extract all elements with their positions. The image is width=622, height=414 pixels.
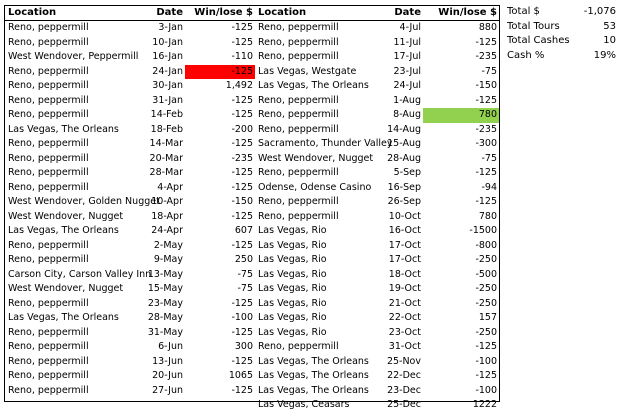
summary-value[interactable]: 53 — [603, 20, 616, 32]
cell-right-date[interactable]: 26-Sep — [387, 196, 421, 207]
table-row — [5, 210, 499, 225]
summary-value[interactable]: 19% — [593, 49, 616, 61]
cell-right-winlose[interactable]: -150 — [475, 80, 497, 91]
cell-right-winlose[interactable]: -250 — [475, 283, 497, 294]
cell-right-winlose[interactable]: -100 — [475, 384, 497, 396]
cell-left-date[interactable]: 27-Jun — [152, 384, 183, 396]
table-row — [5, 253, 499, 268]
cell-right-date[interactable]: 23-Dec — [387, 384, 421, 396]
cell-left-winlose[interactable]: -125 — [231, 297, 253, 309]
cell-right-date[interactable]: 19-Oct — [388, 283, 421, 294]
cell-left-date[interactable]: 28-May — [147, 312, 183, 323]
cell-left-winlose[interactable]: -235 — [231, 152, 253, 164]
cell-right-winlose[interactable]: 1222 — [472, 399, 497, 410]
cell-right-date[interactable]: 16-Oct — [388, 225, 421, 236]
cell-right-location[interactable]: Reno, peppermill — [258, 210, 339, 222]
table-row — [5, 65, 499, 80]
cell-right-winlose[interactable]: -125 — [475, 36, 497, 48]
cell-left-date[interactable]: 28-Mar — [149, 167, 183, 178]
cell-right-date[interactable]: 18-Oct — [388, 268, 421, 280]
cell-left-location[interactable]: Reno, peppermill — [8, 65, 89, 77]
table-row — [5, 398, 499, 413]
cell-left-date[interactable]: 10-Jan — [152, 36, 183, 48]
header-location-2[interactable]: Location — [258, 7, 307, 18]
table-row — [5, 239, 499, 254]
cell-left-location[interactable]: Reno, peppermill — [8, 152, 89, 164]
cell-left-winlose[interactable]: -110 — [231, 51, 253, 62]
cell-right-location[interactable]: Reno, peppermill — [258, 109, 339, 120]
table-row — [5, 181, 499, 196]
table-row — [5, 311, 499, 326]
table-row — [5, 297, 499, 312]
cell-right-location[interactable]: Las Vegas, Ceasars — [258, 399, 350, 410]
cell-right-date[interactable]: 1-Aug — [393, 94, 421, 106]
summary-label: Cash % — [507, 49, 545, 61]
cell-right-winlose[interactable]: -125 — [475, 94, 497, 106]
table-row — [5, 21, 499, 36]
summary-value[interactable]: 10 — [603, 35, 616, 46]
cell-right-winlose[interactable]: -1500 — [469, 225, 497, 236]
table-row — [5, 384, 499, 399]
cell-right-winlose[interactable]: -235 — [475, 51, 497, 62]
cell-left-date[interactable]: 9-May — [153, 254, 183, 265]
header-date[interactable]: Date — [156, 7, 183, 18]
cell-right-date[interactable]: 15-Aug — [387, 138, 421, 149]
cell-left-winlose[interactable]: 250 — [234, 254, 253, 265]
cell-left-location[interactable]: Reno, peppermill — [8, 80, 89, 91]
cell-left-date[interactable]: 18-Feb — [150, 123, 183, 135]
cell-right-winlose[interactable]: 780 — [478, 210, 497, 222]
cell-left-location[interactable]: Reno, peppermill — [8, 370, 89, 381]
cell-left-date[interactable]: 31-Jan — [152, 94, 183, 106]
table-header-row — [5, 6, 499, 21]
cell-right-winlose[interactable]: -75 — [481, 65, 497, 77]
cell-right-winlose[interactable]: 880 — [478, 22, 497, 33]
cell-left-winlose[interactable]: -125 — [231, 181, 253, 193]
cell-right-location[interactable]: Reno, peppermill — [258, 167, 339, 178]
cell-left-date[interactable]: 31-May — [147, 326, 183, 338]
header-winlose-2[interactable]: Win/lose $ — [438, 7, 497, 18]
cell-left-winlose[interactable]: -75 — [237, 268, 253, 280]
cell-left-location[interactable]: Las Vegas, The Orleans — [8, 123, 119, 135]
cell-left-date[interactable]: 13-May — [147, 268, 183, 280]
cell-right-location[interactable]: Las Vegas, Rio — [258, 297, 327, 309]
cell-right-location[interactable]: Sacramento, Thunder Valley — [258, 138, 393, 149]
cell-left-winlose[interactable]: -125 — [231, 138, 253, 149]
cell-right-winlose[interactable]: 157 — [478, 312, 497, 323]
cell-right-winlose[interactable]: -235 — [475, 123, 497, 135]
cell-left-date[interactable]: 20-Mar — [149, 152, 183, 164]
table-row — [5, 340, 499, 355]
cell-right-date[interactable]: 16-Sep — [387, 181, 421, 193]
summary-row — [504, 20, 616, 35]
cell-left-date[interactable]: 24-Apr — [151, 225, 183, 236]
cell-left-winlose[interactable]: -100 — [231, 312, 253, 323]
summary-row — [504, 5, 616, 20]
cell-right-location[interactable]: Reno, peppermill — [258, 94, 339, 106]
cell-left-location[interactable]: Reno, peppermill — [8, 36, 89, 48]
cell-left-location[interactable]: West Wendover, Nugget — [8, 283, 124, 294]
cell-right-date[interactable]: 22-Dec — [387, 370, 421, 381]
cell-left-date[interactable]: 14-Feb — [150, 109, 183, 120]
cell-right-location[interactable]: Las Vegas, Rio — [258, 268, 327, 280]
table-row — [5, 123, 499, 138]
table-row — [5, 94, 499, 109]
cell-left-location[interactable]: Reno, peppermill — [8, 384, 89, 396]
table-row — [5, 268, 499, 283]
cell-left-date[interactable]: 6-Jun — [158, 341, 183, 352]
cell-right-winlose[interactable]: -100 — [475, 355, 497, 367]
cell-right-location[interactable]: Las Vegas, Rio — [258, 312, 327, 323]
cell-right-date[interactable]: 4-Jul — [399, 22, 421, 33]
cell-left-winlose[interactable]: -125 — [231, 355, 253, 367]
cell-right-location[interactable]: Las Vegas, The Orleans — [258, 355, 369, 367]
cell-left-location[interactable]: Las Vegas, The Orleans — [8, 225, 119, 236]
cell-left-date[interactable]: 13-Jun — [152, 355, 183, 367]
table-row — [5, 166, 499, 181]
cell-left-location[interactable]: West Wendover, Peppermill — [8, 51, 139, 62]
cell-right-date[interactable]: 5-Sep — [393, 167, 421, 178]
cell-right-location[interactable]: Las Vegas, Westgate — [258, 65, 357, 77]
cell-left-location[interactable]: Reno, peppermill — [8, 94, 89, 106]
cell-right-date[interactable]: 31-Oct — [388, 341, 421, 352]
cell-right-date[interactable]: 14-Aug — [387, 123, 421, 135]
cell-right-date[interactable]: 25-Nov — [386, 355, 421, 367]
table-row — [5, 36, 499, 51]
cell-right-winlose[interactable]: -250 — [475, 254, 497, 265]
cell-left-winlose[interactable]: -125 — [231, 94, 253, 106]
cell-left-date[interactable]: 23-May — [147, 297, 183, 309]
header-winlose[interactable]: Win/lose $ — [194, 7, 253, 18]
cell-right-date[interactable]: 17-Jul — [393, 51, 421, 62]
cell-right-winlose[interactable]: -75 — [481, 152, 497, 164]
cell-left-location[interactable]: Reno, peppermill — [8, 22, 89, 33]
cell-left-date[interactable]: 20-Jun — [152, 370, 183, 381]
cell-left-location[interactable]: Reno, peppermill — [8, 181, 89, 193]
cell-right-location[interactable]: Reno, peppermill — [258, 196, 339, 207]
cell-right-location[interactable]: Las Vegas, Rio — [258, 326, 327, 338]
table-row — [5, 369, 499, 384]
cell-left-winlose[interactable]: -125 — [231, 384, 253, 396]
table-row — [5, 282, 499, 297]
cell-right-winlose[interactable]: -300 — [475, 138, 497, 149]
cell-left-location[interactable]: West Wendover, Nugget — [8, 210, 124, 222]
cell-right-date[interactable]: 24-Jul — [393, 80, 421, 91]
table-row — [5, 137, 499, 152]
cell-left-location[interactable]: Reno, peppermill — [8, 355, 89, 367]
summary-row — [504, 49, 616, 64]
cell-right-location[interactable]: West Wendover, Nugget — [258, 152, 374, 164]
cell-left-winlose[interactable]: -125 — [231, 167, 253, 178]
cell-right-winlose[interactable]: -94 — [481, 181, 497, 193]
cell-left-date[interactable]: 18-Apr — [151, 210, 183, 222]
cell-left-location[interactable]: Reno, peppermill — [8, 297, 89, 309]
cell-right-location[interactable]: Reno, peppermill — [258, 36, 339, 48]
cell-right-date[interactable]: 28-Aug — [387, 152, 421, 164]
cell-left-date[interactable]: 16-Jan — [152, 51, 183, 62]
cell-left-location[interactable]: Reno, peppermill — [8, 239, 89, 251]
cell-left-winlose[interactable]: -75 — [237, 283, 253, 294]
summary-label: Total $ — [507, 6, 540, 17]
cell-left-date[interactable]: 14-Mar — [149, 138, 183, 149]
cell-left-date[interactable]: 2-May — [153, 239, 183, 251]
summary-value[interactable]: -1,076 — [583, 6, 616, 17]
header-location[interactable]: Location — [8, 7, 57, 18]
cell-right-winlose[interactable]: 780 — [423, 108, 499, 123]
cell-left-winlose[interactable]: -200 — [231, 123, 253, 135]
cell-left-winlose[interactable]: 300 — [234, 341, 253, 352]
cell-left-winlose[interactable]: -150 — [231, 196, 253, 207]
cell-right-date[interactable]: 17-Oct — [388, 254, 421, 265]
cell-right-date[interactable]: 10-Oct — [388, 210, 421, 222]
cell-right-date[interactable]: 23-Jul — [393, 65, 421, 77]
cell-right-winlose[interactable]: -800 — [475, 239, 497, 251]
cell-right-location[interactable]: Las Vegas, Rio — [258, 225, 327, 236]
cell-right-location[interactable]: Las Vegas, The Orleans — [258, 384, 369, 396]
table-row — [5, 152, 499, 167]
cell-left-location[interactable]: Reno, peppermill — [8, 341, 89, 352]
cell-right-date[interactable]: 11-Jul — [393, 36, 421, 48]
cell-right-location[interactable]: Las Vegas, The Orleans — [258, 370, 369, 381]
cell-left-winlose[interactable]: 607 — [234, 225, 253, 236]
cell-left-location[interactable]: Las Vegas, The Orleans — [8, 312, 119, 323]
cell-right-location[interactable]: Odense, Odense Casino — [258, 181, 372, 193]
cell-right-winlose[interactable]: -125 — [475, 196, 497, 207]
cell-right-date[interactable]: 25-Dec — [387, 399, 421, 410]
cell-right-location[interactable]: Reno, peppermill — [258, 22, 339, 33]
summary-label: Total Cashes — [507, 35, 570, 46]
cell-left-winlose[interactable]: -125 — [231, 22, 253, 33]
cell-left-location[interactable]: Reno, peppermill — [8, 167, 89, 178]
cell-left-location[interactable]: Reno, peppermill — [8, 109, 89, 120]
cell-left-winlose[interactable]: 1065 — [228, 370, 253, 381]
cell-left-date[interactable]: 3-Jan — [158, 22, 183, 33]
cell-left-date[interactable]: 30-Jan — [152, 80, 183, 91]
table-row — [5, 326, 499, 341]
cell-right-winlose[interactable]: -500 — [475, 268, 497, 280]
cell-right-date[interactable]: 17-Oct — [388, 239, 421, 251]
cell-left-location[interactable]: West Wendover, Golden Nugget — [8, 196, 160, 207]
cell-right-winlose[interactable]: -125 — [475, 341, 497, 352]
cell-left-date[interactable]: 4-Apr — [157, 181, 183, 193]
cell-right-location[interactable]: Las Vegas, Rio — [258, 239, 327, 251]
table-row — [5, 79, 499, 94]
cell-left-location[interactable]: Reno, peppermill — [8, 138, 89, 149]
cell-right-date[interactable]: 21-Oct — [388, 297, 421, 309]
cell-left-winlose[interactable]: 1,492 — [225, 80, 253, 91]
cell-left-winlose[interactable]: -125 — [231, 239, 253, 251]
cell-left-location[interactable]: Carson City, Carson Valley Inn — [8, 268, 152, 280]
cell-right-location[interactable]: Reno, peppermill — [258, 123, 339, 135]
table-row — [5, 50, 499, 65]
summary-label: Total Tours — [507, 20, 560, 32]
cell-right-winlose[interactable]: -125 — [475, 370, 497, 381]
cell-left-winlose[interactable]: -125 — [185, 65, 255, 80]
cell-left-date[interactable]: 15-May — [147, 283, 183, 294]
cell-left-date[interactable]: 24-Jan — [152, 65, 183, 77]
table-row — [5, 224, 499, 239]
cell-right-location[interactable]: Las Vegas, The Orleans — [258, 80, 369, 91]
cell-left-winlose[interactable]: -125 — [231, 326, 253, 338]
table-row — [5, 108, 499, 123]
cell-left-location[interactable]: Reno, peppermill — [8, 326, 89, 338]
cell-right-winlose[interactable]: -250 — [475, 297, 497, 309]
header-date-2[interactable]: Date — [394, 7, 421, 18]
cell-right-location[interactable]: Reno, peppermill — [258, 51, 339, 62]
summary-row — [504, 34, 616, 49]
cell-right-date[interactable]: 8-Aug — [393, 109, 421, 120]
cell-right-date[interactable]: 23-Oct — [388, 326, 421, 338]
cell-left-location[interactable]: Reno, peppermill — [8, 254, 89, 265]
table-row — [5, 195, 499, 210]
cell-right-winlose[interactable]: -250 — [475, 326, 497, 338]
cell-left-winlose[interactable]: -125 — [231, 109, 253, 120]
cell-left-date[interactable]: 10-Apr — [151, 196, 183, 207]
cell-right-date[interactable]: 22-Oct — [388, 312, 421, 323]
cell-right-winlose[interactable]: -125 — [475, 167, 497, 178]
cell-left-winlose[interactable]: -125 — [231, 36, 253, 48]
cell-right-location[interactable]: Reno, peppermill — [258, 341, 339, 352]
results-table — [4, 5, 500, 410]
cell-right-location[interactable]: Las Vegas, Rio — [258, 254, 327, 265]
cell-right-location[interactable]: Las Vegas, Rio — [258, 283, 327, 294]
table-row — [5, 355, 499, 370]
cell-left-winlose[interactable]: -125 — [231, 210, 253, 222]
